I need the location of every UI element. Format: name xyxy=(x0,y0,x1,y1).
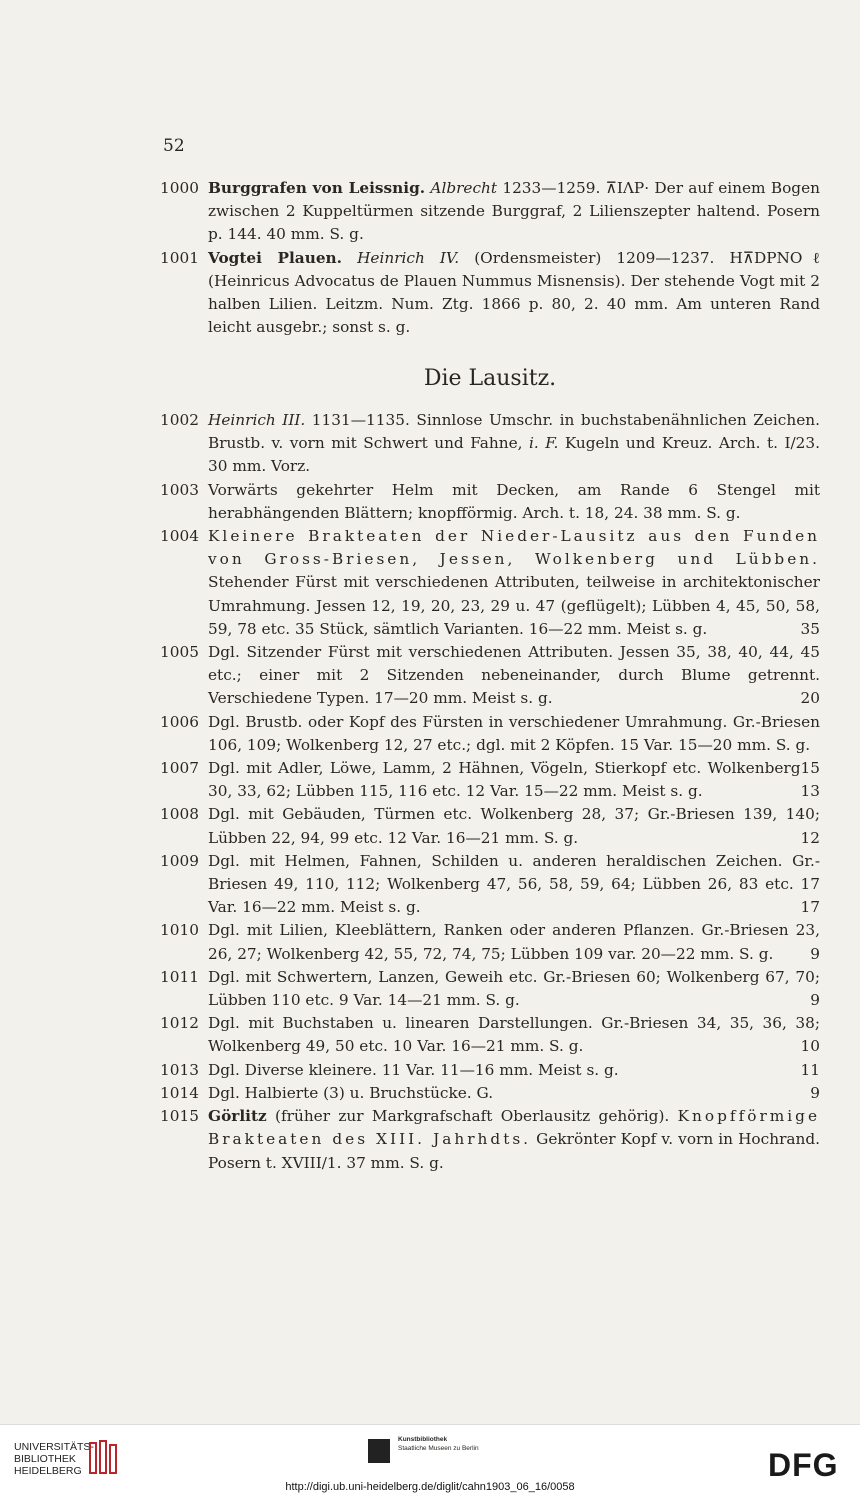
entry-count: 17 xyxy=(800,898,820,917)
kb-line-1: Kunstbibliothek xyxy=(398,1436,448,1443)
source-url-link[interactable]: http://digi.ub.uni-heidelberg.de/diglit/cahn1903_06_16/0058 xyxy=(285,1481,575,1493)
entry-text xyxy=(208,247,820,340)
entry-text-part: Albrecht xyxy=(430,179,498,197)
catalog-entry xyxy=(160,1105,820,1175)
entry-text-part: Knopfförmige Brakteaten des XIII. Jahrhdts. xyxy=(208,1107,820,1149)
entry-number: 1006 xyxy=(160,712,199,731)
entry-text-part: Vorwärts gekehrter Helm mit Decken, am Rande 6 Stengel mit herabhängenden Blättern; knopfförmig. Arch. t. 18, 24. 38 mm. S. g. xyxy=(208,480,820,522)
entry-number: 1015 xyxy=(160,1107,199,1126)
entry-text-part: Dgl. mit Helmen, Fahnen, Schilden u. anderen heraldischen Zeichen. Gr.-Briesen 49, 110, 112; Wolkenberg 47, 56, 58, 59, 64; Lübben 26, 83 etc. 17 Var. 16—22 mm. Meist s. g. xyxy=(208,851,820,917)
entry-text xyxy=(208,757,820,803)
entry-number: 1001 xyxy=(160,248,199,267)
section-title: Die Lausitz. xyxy=(423,366,557,391)
entry-number: 1000 xyxy=(160,179,199,197)
entry-text xyxy=(208,525,820,641)
catalog-entry xyxy=(160,409,820,479)
kb-line-2: Staatliche Museen zu Berlin xyxy=(398,1445,479,1452)
entry-text-part: Vogtei Plauen. xyxy=(208,248,343,267)
entry-text-part: Dgl. Diverse kleinere. 11 Var. 11—16 mm. Meist s. g. xyxy=(208,1060,619,1079)
entry-text xyxy=(208,409,820,479)
entry-number: 1007 xyxy=(160,759,199,778)
catalog-entry xyxy=(160,1059,820,1082)
entry-number: 1002 xyxy=(160,411,199,429)
entry-text-part: 1233—1259. ⊼IΛP· Der auf einem Bogen zwischen 2 Kuppeltürmen sitzende Burggraf, 2 Lilienszepter haltend. Posern p. 144. 40 mm. S. g. xyxy=(208,179,820,244)
entry-count: 9 xyxy=(810,991,820,1010)
entry-text-part: Stehender Fürst mit verschiedenen Attributen, teilweise in architektonischer Umrahmung. Jessen 12, 19, 20, 23, 29 u. 47 (geflügelt); Lübben 4, 45, 50, 58, 59, 78 etc. 35 Stück, sämtlich Varianten. 16—22 mm. Meist s. g. xyxy=(208,573,820,638)
entry-text-part: Kleinere Brakteaten der Nieder-Lausitz aus den Funden von Gross-Briesen, Jessen, Wolkenberg und Lübben. xyxy=(208,527,820,569)
entry-text-part: Dgl. mit Lilien, Kleeblättern, Ranken oder anderen Pflanzen. Gr.-Briesen 23, 26, 27; Wolkenberg 42, 55, 72, 74, 75; Lübben 109 var. 20—22 mm. S. g. xyxy=(208,921,820,963)
entries-top xyxy=(160,177,820,339)
entry-number: 1013 xyxy=(160,1060,199,1079)
entry-text-part: (früher zur Markgrafschaft Oberlausitz gehörig). xyxy=(266,1107,678,1126)
entry-text xyxy=(208,1082,820,1105)
catalog-entry xyxy=(160,247,820,340)
entry-text xyxy=(208,966,820,1012)
entry-text-part: Gekrönter Kopf v. vorn in Hochrand. Posern t. XVIII/1. 37 mm. S. g. xyxy=(208,1130,821,1172)
kunstbibliothek-logo-icon xyxy=(368,1439,390,1463)
page-number: 52 xyxy=(163,136,185,156)
entry-text-part: Kugeln und Kreuz. Arch. t. I/23. 30 mm. Vorz. xyxy=(208,434,820,476)
entry-text-part: Dgl. mit Adler, Löwe, Lamm, 2 Hähnen, Vögeln, Stierkopf etc. Wolkenberg 30, 33, 62; Lübben 115, 116 etc. 12 Var. 15—22 mm. Meist s. g. xyxy=(208,759,801,801)
entry-number: 1012 xyxy=(160,1014,199,1033)
catalog-entry xyxy=(160,919,820,965)
entry-count: 11 xyxy=(800,1060,820,1079)
entry-number: 1003 xyxy=(160,480,199,499)
entry-number: 1005 xyxy=(160,643,199,662)
catalog-entry xyxy=(160,177,820,247)
entry-count: 10 xyxy=(800,1037,820,1056)
entry-number: 1008 xyxy=(160,805,199,824)
entry-text xyxy=(208,850,820,920)
entries-main xyxy=(160,409,820,1175)
entry-text xyxy=(208,641,820,711)
entry-text-part: Dgl. Halbierte (3) u. Bruchstücke. G. xyxy=(208,1083,494,1102)
entry-number: 1004 xyxy=(160,527,199,546)
entry-number: 1011 xyxy=(160,967,199,986)
dfg-logo: DFG xyxy=(768,1447,839,1483)
kunstbibliothek-text xyxy=(398,1435,479,1453)
uni-line-1: UNIVERSITÄTS- xyxy=(14,1441,94,1453)
entry-text-part: Dgl. mit Gebäuden, Türmen etc. Wolkenberg 28, 37; Gr.-Briesen 139, 140; Lübben 22, 94, 99 etc. 12 Var. 16—21 mm. S. g. xyxy=(208,805,820,847)
entry-count: 35 xyxy=(800,619,820,638)
entry-text-part: Heinrich IV. xyxy=(357,248,460,267)
entry-text-part: Dgl. Brustb. oder Kopf des Fürsten in verschiedener Umrahmung. Gr.-Briesen 106, 109; Wolkenberg 12, 27 etc.; dgl. mit 2 Köpfen. 15 Var. 15—20 mm. S. g. xyxy=(208,712,820,754)
university-library-logo-text xyxy=(14,1441,94,1477)
entry-text xyxy=(208,479,820,525)
entry-number: 1009 xyxy=(160,851,199,870)
entry-text xyxy=(208,803,820,849)
catalog-entry xyxy=(160,966,820,1012)
entry-text-part: Görlitz xyxy=(208,1107,267,1126)
entry-text-part: Dgl. Sitzender Fürst mit verschiedenen Attributen. Jessen 35, 38, 40, 44, 45 etc.; einer mit 2 Sitzenden nebeneinander, durch Blume getrennt. Verschiedene Typen. 17—20 mm. Meist s. g. xyxy=(208,643,820,708)
entry-count: 9 xyxy=(810,944,820,963)
entry-text-part: i. F. xyxy=(529,434,559,453)
university-library-logo-icon xyxy=(88,1439,120,1475)
entry-text xyxy=(208,919,820,965)
entry-text xyxy=(208,711,820,778)
entry-number: 1010 xyxy=(160,921,199,940)
catalog-entry xyxy=(160,479,820,525)
entry-text-part: Heinrich III. xyxy=(208,411,306,429)
entry-text xyxy=(208,1012,820,1058)
entry-text-part: Dgl. mit Buchstaben u. linearen Darstellungen. Gr.-Briesen 34, 35, 36, 38; Wolkenberg 49, 50 etc. 10 Var. 16—21 mm. S. g. xyxy=(208,1014,820,1056)
catalog-entry xyxy=(160,1012,820,1058)
entry-text xyxy=(208,177,820,247)
entry-count: 9 xyxy=(810,1083,820,1102)
entry-text-part: (Ordensmeister) 1209—1237. H⊼DPNOℓ (Heinricus Advocatus de Plauen Nummus Misnensis). Der stehende Vogt mit 2 halben Lilien. Leitzm. Num. Ztg. 1866 p. 80, 2. 40 mm. Am unteren Rand leicht ausgebr.; sonst s. g. xyxy=(208,248,820,337)
entry-text xyxy=(208,1059,820,1082)
entry-text-part: Burggrafen von Leissnig. xyxy=(208,179,426,197)
entry-text-part xyxy=(342,249,357,267)
entry-text xyxy=(208,1105,820,1175)
uni-line-2: BIBLIOTHEK xyxy=(14,1453,76,1465)
entry-count: 15 xyxy=(800,759,820,778)
entry-text-part: Dgl. mit Schwertern, Lanzen, Geweih etc. Gr.-Briesen 60; Wolkenberg 67, 70; Lübben 110 etc. 9 Var. 14—21 mm. S. g. xyxy=(208,967,820,1010)
entry-count: 12 xyxy=(800,828,820,847)
entry-number: 1014 xyxy=(160,1083,199,1102)
catalog-entry xyxy=(160,641,820,711)
catalog-entry xyxy=(160,850,820,920)
entry-count: 13 xyxy=(800,782,820,801)
catalog-entry xyxy=(160,525,820,641)
entry-count: 20 xyxy=(800,689,820,708)
catalog-entry xyxy=(160,803,820,849)
uni-line-3: HEIDELBERG xyxy=(14,1465,82,1477)
footer xyxy=(0,1424,860,1497)
entry-text-part: 1131—1135. Sinnlose Umschr. in buchstabenähnlichen Zeichen. Brustb. v. vorn mit Schwert und Fahne, xyxy=(208,411,820,453)
catalog-entry xyxy=(160,757,820,803)
catalog-entry xyxy=(160,1082,820,1105)
